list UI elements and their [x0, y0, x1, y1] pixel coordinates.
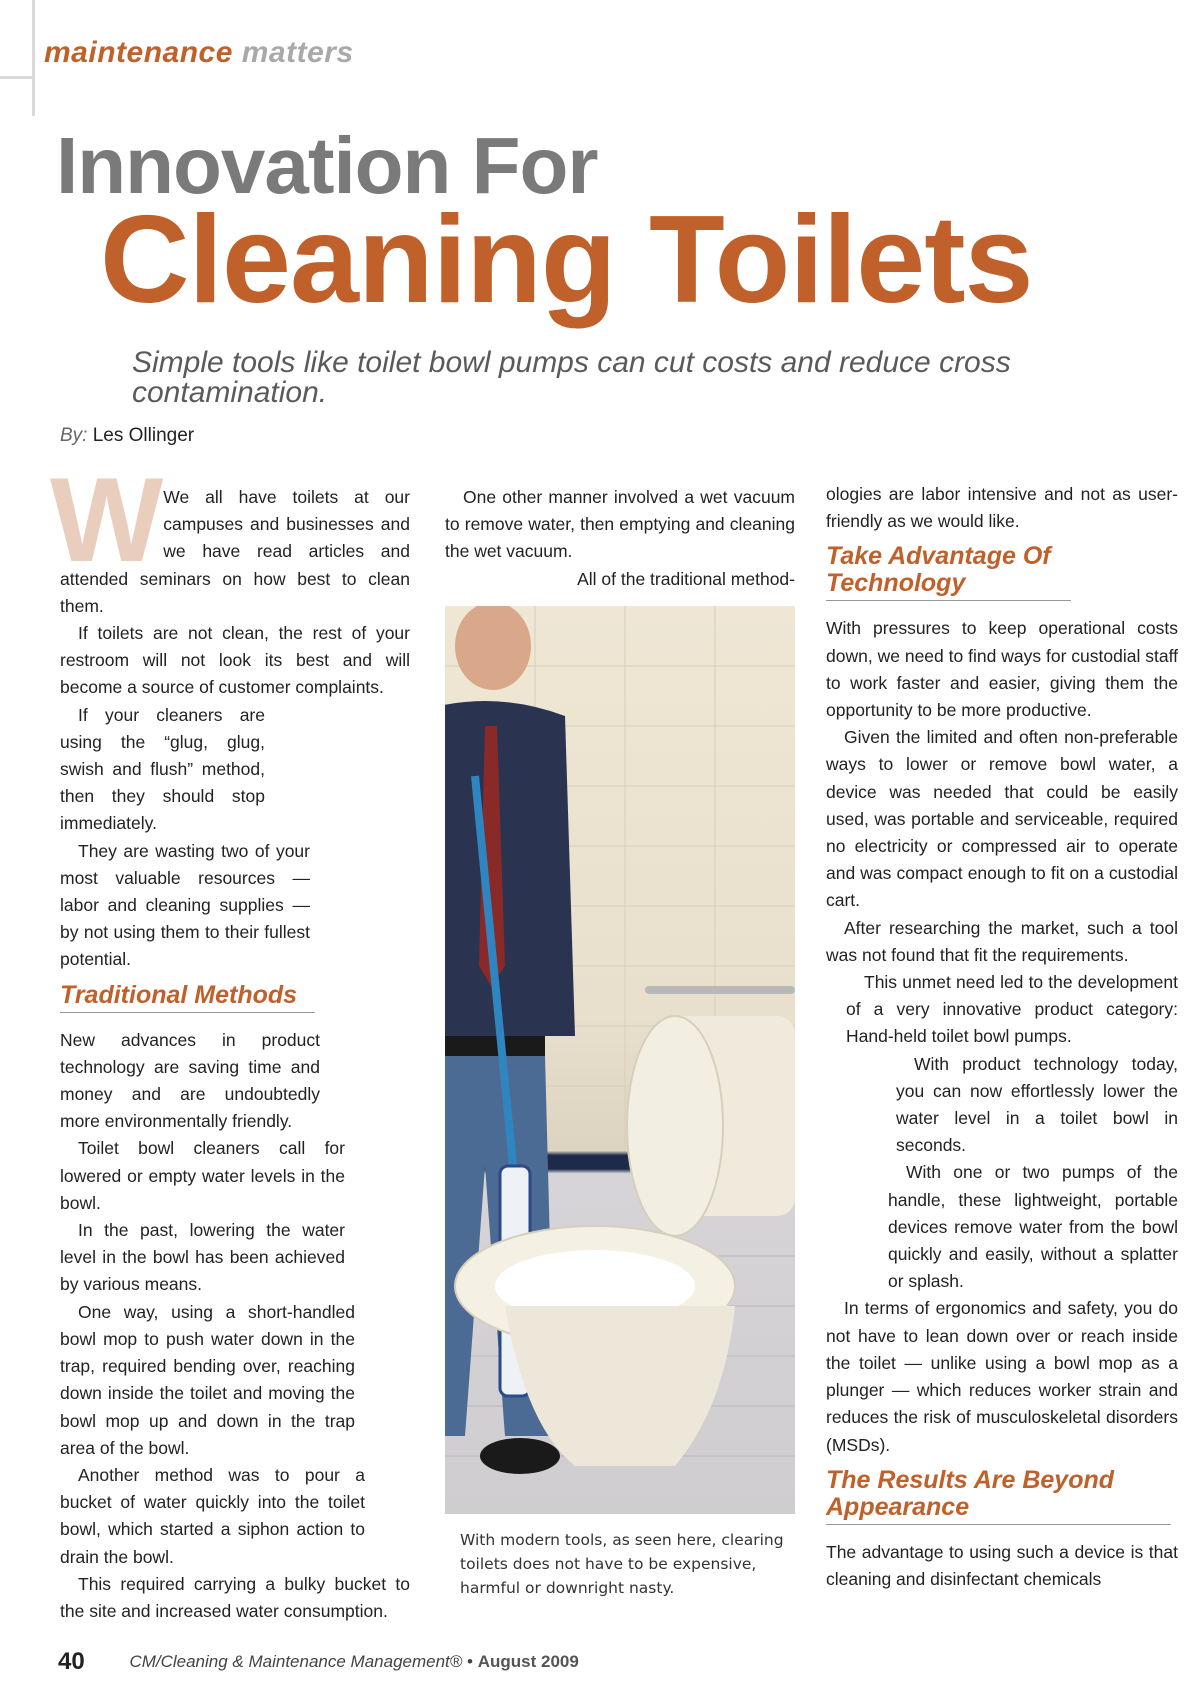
photo-caption: With modern tools, as seen here, clearing toilets does not have to be expensive, harmful or downright nasty.	[460, 1531, 784, 1597]
paragraph: In terms of ergonomics and safety, you do not have to lean down over or reach inside the toilet — unlike using a bowl mop as a plunger — which reduces worker strain and reduces the risk of musculoskeletal disorders (MSDs).	[826, 1298, 1178, 1455]
corner-rule-vertical	[32, 0, 35, 116]
paragraph: The advantage to using such a device is that cleaning and disinfectant chemicals	[826, 1541, 1178, 1589]
paragraph: With pressures to keep operational costs down, we need to find ways for custodial staff to work faster and easier, giving them the opportunity to be more productive.	[826, 618, 1178, 721]
paragraph: If your cleaners are using the “glug, glug, swish and flush” method, then they should stop immediately.	[60, 704, 265, 834]
column-2	[445, 484, 795, 593]
title-line-2: Cleaning Toilets	[100, 191, 1033, 329]
paragraph: One other manner involved a wet vacuum to remove water, then emptying and cleaning the wet vacuum.	[445, 487, 795, 562]
paragraph: All of the traditional method-	[577, 568, 795, 589]
section-word-matters: matters	[241, 36, 354, 69]
subhead-results: The Results Are Beyond Appearance	[826, 1467, 1171, 1525]
page-footer	[58, 1648, 579, 1676]
byline-label: By:	[60, 425, 88, 446]
paragraph: Given the limited and often non-preferable ways to lower or remove bowl water, a device was needed that could be easily used, was portable and serviceable, required no electricity or compressed air to operate and was compact enough to fit on a custodial cart.	[826, 727, 1178, 911]
byline	[60, 425, 194, 447]
issue-date: August 2009	[477, 1652, 579, 1671]
paragraph: With product technology today, you can now effortlessly lower the water level in a toilet bowl in seconds.	[896, 1053, 1178, 1156]
byline-name: Les Ollinger	[92, 425, 195, 446]
drop-cap: W	[50, 453, 164, 587]
subhead-traditional-methods: Traditional Methods	[60, 982, 315, 1013]
section-word-maintenance: maintenance	[44, 36, 233, 69]
section-header	[44, 36, 354, 70]
paragraph: In the past, lowering the water level in the bowl has been achieved by various means.	[60, 1220, 345, 1295]
paragraph: If toilets are not clean, the rest of your restroom will not look its best and will become a source of customer complaints.	[60, 623, 410, 698]
paragraph: They are wasting two of your most valuable resources — labor and cleaning supplies — by not using them to their fullest potential.	[60, 840, 310, 970]
footer-separator: •	[467, 1652, 473, 1671]
paragraph: One way, using a short-handled bowl mop to push water down in the trap, required bending over, reaching down inside the toilet and moving the bowl mop up and down in the trap area of the bowl.	[60, 1301, 355, 1458]
article-photo	[445, 606, 795, 1514]
paragraph: With one or two pumps of the handle, these lightweight, portable devices remove water from the bowl quickly and easily, without a splatter or splash.	[888, 1162, 1178, 1292]
photo-illustration	[445, 606, 795, 1514]
title-line-1: Innovation For	[56, 121, 598, 210]
paragraph: Another method was to pour a bucket of water quickly into the toilet bowl, which started a siphon action to drain the bowl.	[60, 1464, 365, 1567]
page-number: 40	[58, 1648, 85, 1675]
column-1	[50, 453, 410, 1625]
paragraph: ologies are labor intensive and not as user-friendly as we would like.	[826, 484, 1178, 532]
paragraph: Toilet bowl cleaners call for lowered or empty water levels in the bowl.	[60, 1138, 345, 1213]
subtitle: Simple tools like toilet bowl pumps can cut costs and reduce cross contamination.	[132, 346, 1011, 409]
paragraph: New advances in product technology are saving time and money and are undoubtedly more environmentally friendly.	[60, 1029, 320, 1132]
paragraph: This required carrying a bulky bucket to the site and increased water consumption.	[60, 1573, 410, 1621]
paragraph: We all have toilets at our campuses and businesses and we have read articles and attended seminars on how best to clean them.	[60, 487, 410, 616]
paragraph: After researching the market, such a tool was not found that fit the requirements.	[826, 917, 1178, 965]
subhead-take-advantage: Take Advantage Of Technology	[826, 543, 1071, 601]
corner-rule-horizontal	[0, 76, 32, 79]
paragraph: This unmet need led to the development of a very innovative product category: Hand-held toilet bowl pumps.	[846, 972, 1178, 1047]
publication-name: CM/Cleaning & Maintenance Management®	[129, 1652, 463, 1671]
column-3	[826, 481, 1178, 1593]
